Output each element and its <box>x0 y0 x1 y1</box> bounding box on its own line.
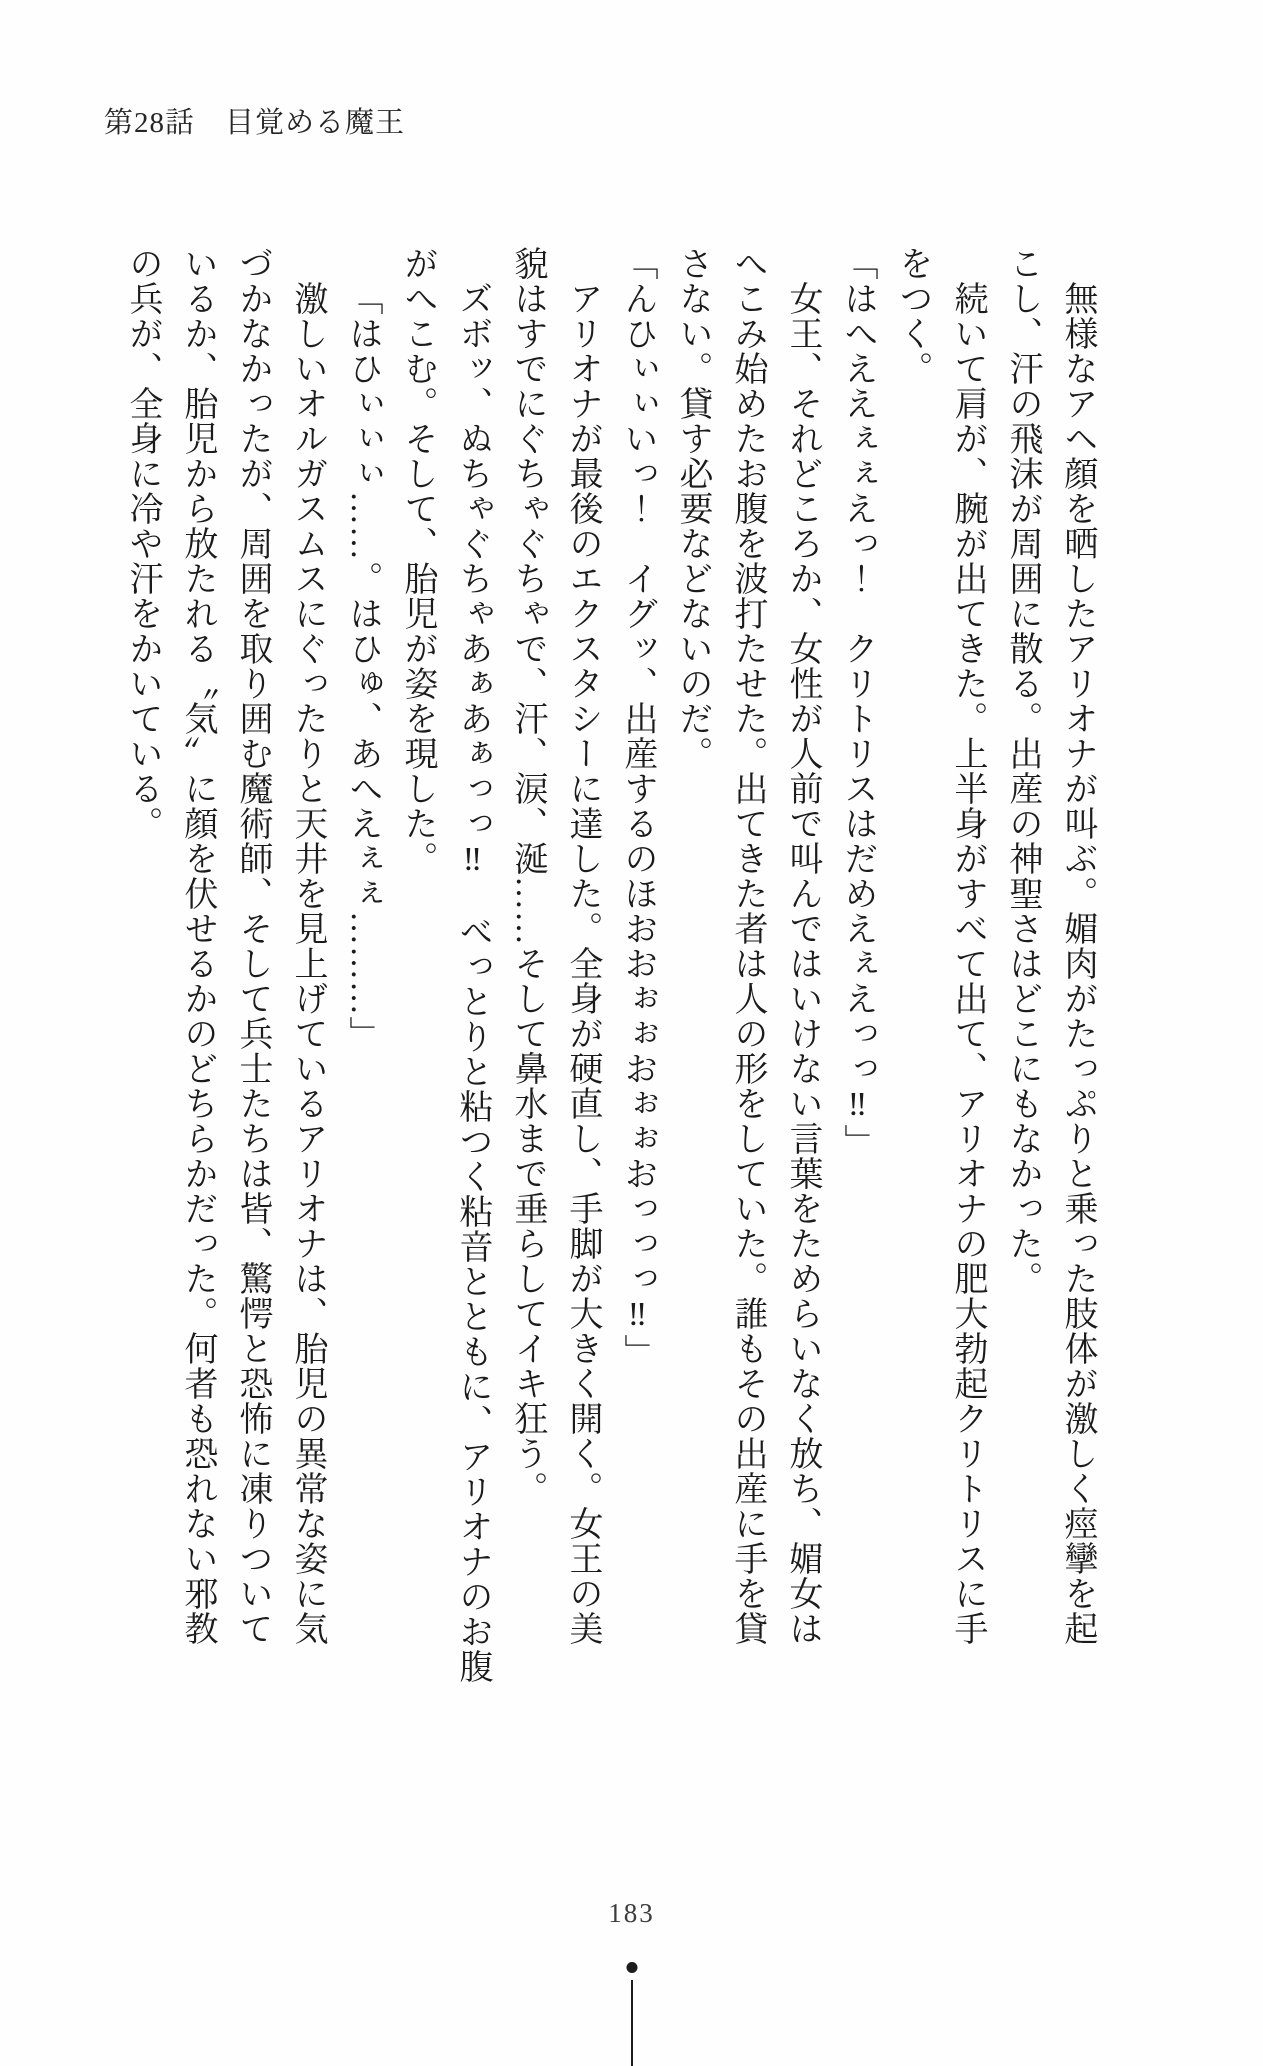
page-number: 183 <box>608 1898 655 1928</box>
text-line: 「はへええぇぇえっ！ クリトリスはだめえぇえっっ‼」 <box>839 246 876 1159</box>
chapter-header: 第28話 目覚める魔王 <box>104 107 406 139</box>
text-line: いるか、胎児から放たれる〝気〞に顔を伏せるかのどちらかだった。何者も恐れない邪教 <box>179 246 216 1646</box>
page-ornament-line <box>631 1980 633 2066</box>
text-line: をつく。 <box>894 246 931 386</box>
text-line: 女王、それどころか、女性が人前で叫んではいけない言葉をためらいなく放ち、媚女は <box>784 281 821 1646</box>
text-line: さない。貸す必要などないのだ。 <box>674 246 711 771</box>
text-line: 続いて肩が、腕が出てきた。上半身がすべて出て、アリオナの肥大勃起クリトリスに手 <box>949 281 986 1646</box>
text-line: アリオナが最後のエクスタシーに達した。全身が硬直し、手脚が大きく開く。女王の美 <box>564 281 601 1646</box>
text-line: 「はひぃぃぃ……。はひゅ、あへえぇぇ………」 <box>344 281 381 1051</box>
text-line: の兵が、全身に冷や汗をかいている。 <box>124 246 161 841</box>
text-line: 無様なアヘ顔を晒したアリオナが叫ぶ。媚肉がたっぷりと乗った肢体が激しく痙攣を起 <box>1059 281 1096 1646</box>
text-line: づかなかったが、周囲を取り囲む魔術師、そして兵士たちは皆、驚愕と恐怖に凍りついて <box>234 246 271 1646</box>
text-line: こし、汗の飛沫が周囲に散る。出産の神聖さはどこにもなかった。 <box>1004 246 1041 1296</box>
page-ornament-dot-icon <box>626 1962 637 1973</box>
text-line: 貌はすでにぐちゃぐちゃで、汗、涙、涎……そして鼻水まで垂らしてイキ狂う。 <box>509 246 546 1506</box>
vertical-text-block <box>115 246 1105 1688</box>
text-line: 激しいオルガスムスにぐったりと天井を見上げているアリオナは、胎児の異常な姿に気 <box>289 281 326 1646</box>
text-line: ズボッ、ぬちゃぐちゃあぁあぁっっ‼ べっとりと粘つく粘音とともに、アリオナのお腹 <box>454 281 491 1684</box>
text-line: 「んひぃぃいっ！ イグッ、出産するのほおおぉぉおぉぉおっっっ‼」 <box>619 246 656 1369</box>
text-line: がへこむ。そして、胎児が姿を現した。 <box>399 246 436 876</box>
text-line: へこみ始めたお腹を波打たせた。出てきた者は人の形をしていた。誰もその出産に手を貸 <box>729 246 766 1646</box>
